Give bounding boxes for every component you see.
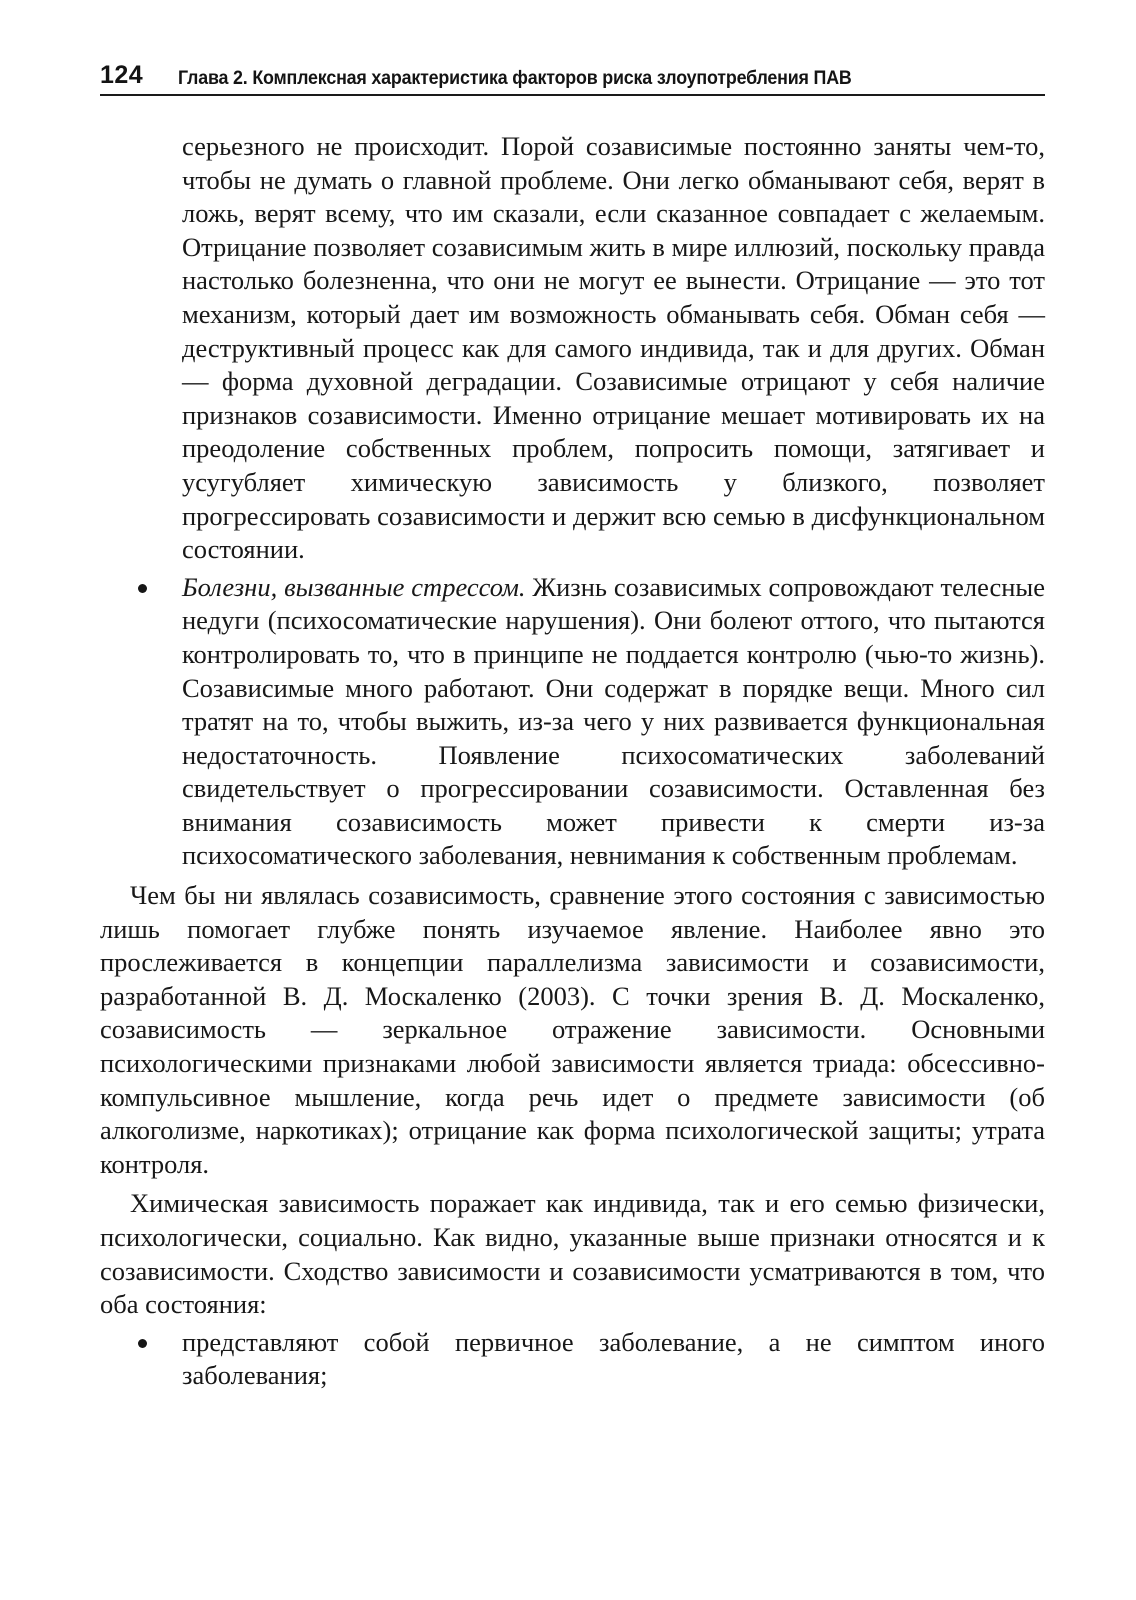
bullet-icon bbox=[138, 1339, 147, 1348]
page-body bbox=[100, 130, 1045, 1393]
list-item-text: Жизнь созависимых сопровождают телесные недуги (психосоматические нарушения). Они болеют оттого, что пытаются контролировать то, что в принципе не поддается контролю (чью-то жизнь). Созависимые много работают. Они содержат в порядке вещи. Много сил тратят на то, чтобы выжить, из-за чего у них развивается функциональная недостаточность. Появление психосоматических заболеваний свидетельствует о прогрессировании созависимости. Оставленная без внимания созависимость может привести к смерти из-за психосоматического заболевания, невнимания к собственным проблемам. bbox=[182, 571, 1045, 871]
list-item-text: представляют собой первичное заболевание, а не симптом иного заболевания; bbox=[182, 1326, 1045, 1391]
bullet-icon bbox=[138, 584, 147, 593]
list-item-stress-diseases bbox=[100, 571, 1045, 873]
paragraph-chemical-dependence: Химическая зависимость поражает как индивида, так и его семью физически, психологически, социально. Как видно, указанные выше признаки относятся и к созависимости. Сходство зависимости и созависимости усматриваются в том, что оба состояния: bbox=[100, 1188, 1045, 1320]
list-item-primary-disease bbox=[100, 1326, 1045, 1393]
running-header bbox=[100, 54, 1045, 96]
paragraph-parallelism: Чем бы ни являлась созависимость, сравнение этого состояния с зависимостью лишь помогает глубже понять изучаемое явление. Наиболее явно это прослеживается в концепции параллелизма зависимости и созависимости, разработанной В. Д. Москаленко (2003). С точки зрения В. Д. Москаленко, созависимость — зеркальное отражение зависимости. Основными психологическими признаками любой зависимости является триада: обсессивно-компульсивное мышление, когда речь идет о предмете зависимости (об алкоголизме, наркотиках); отрицание как форма психологической защиты; утрата контроля. bbox=[100, 880, 1045, 1179]
page-number: 124 bbox=[100, 61, 144, 89]
continued-paragraph: серьезного не происходит. Порой созависимые постоянно заняты чем-то, чтобы не думать о главной проблеме. Они легко обманывают себя, верят в ложь, верят всему, что им сказали, если сказанное совпадает с желаемым. Отрицание позволяет созависимым жить в мире иллюзий, поскольку правда настолько болезненна, что они не могут ее вынести. Отрицание — это тот механизм, который дает им возможность обманывать себя. Обман себя — деструктивный процесс как для самого индивида, так и для других. Обман — форма духовной деградации. Созависимые отрицают у себя наличие признаков созависимости. Именно отрицание мешает мотивировать их на преодоление собственных проблем, попросить помощи, затягивает и усугубляет химическую зависимость у близкого, позволяет прогрессировать созависимости и держит всю семью в дисфункциональном состоянии. bbox=[182, 131, 1045, 565]
chapter-title: Глава 2. Комплексная характеристика факторов риска злоупотребления ПАВ bbox=[178, 68, 852, 89]
list-item-term: Болезни, вызванные стрессом. bbox=[182, 571, 526, 602]
